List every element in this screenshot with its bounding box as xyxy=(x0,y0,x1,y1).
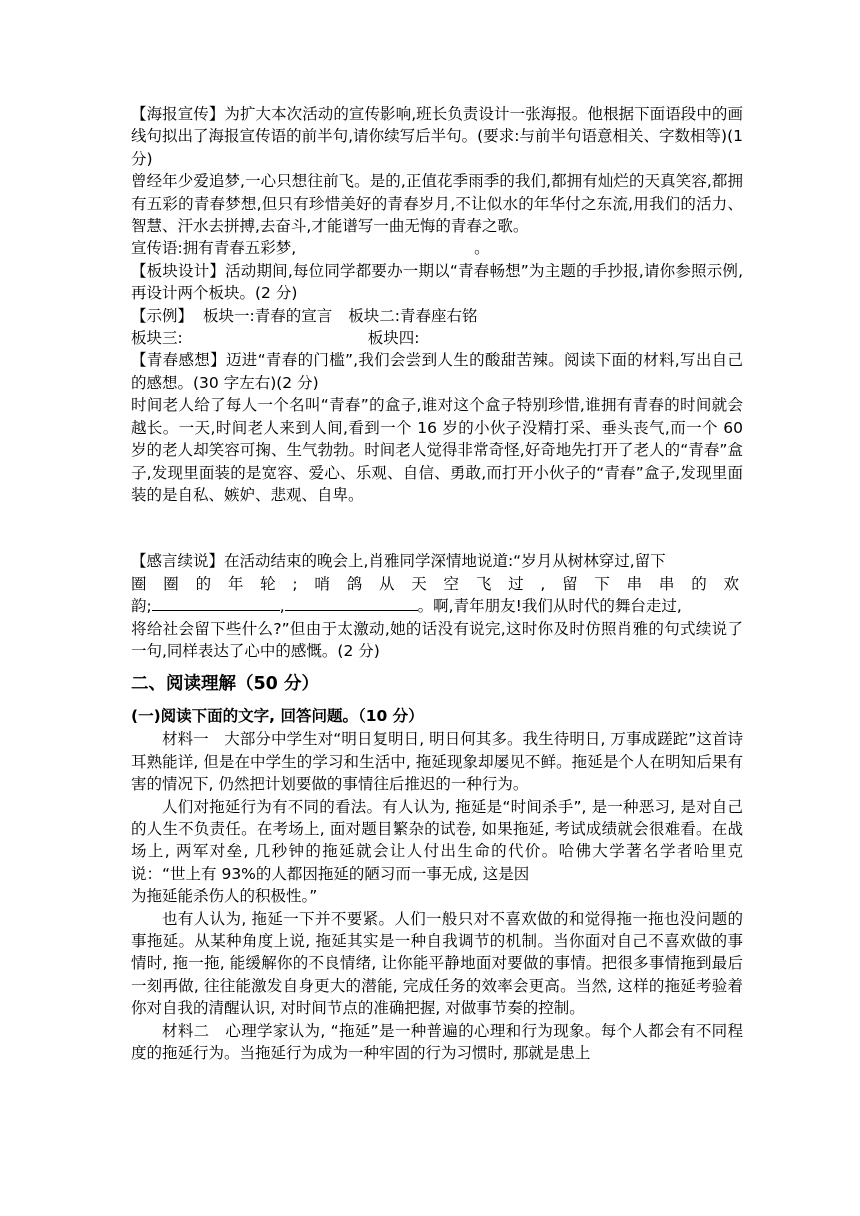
continue-text-3c: 。啊,青年朋友!我们从时代的舞台走过, xyxy=(417,597,682,616)
block-three: 板块三: xyxy=(131,329,183,348)
section-design-label: 【板块设计】 xyxy=(131,261,226,280)
block-two: 板块二:青春座右铭 xyxy=(348,306,478,325)
continue-label: 【感言续说】 xyxy=(131,552,225,571)
section-design-question xyxy=(131,260,743,305)
example-line xyxy=(131,305,743,327)
material-two-para-1: 材料二 心理学家认为, “拖延”是一种普遍的心理和行为现象。每个人都会有不同程度的拖延行为。当拖延行为成为一种牢固的行为习惯时, 那就是患上 xyxy=(131,1021,743,1063)
continue-text-1: 在活动结束的晚会上,肖雅同学深情地说道:“岁月从树林穿过,留下 xyxy=(224,552,666,571)
material-one-para-3: 也有人认为, 拖延一下并不要紧。人们一般只对不喜欢做的和觉得拖一拖也没问题的事拖延。从某种角度上说, 拖延其实是一种自我调节的机制。当你面对自己不喜欢做的事情时, 拖一拖, 能缓解你的不良情绪, 让你能平静地面对要做的事情。把很多事情拖到最后一刻再做, 往往能激发自身更大的潜能, 完成任务的效率会更高。当然, 这样的拖延考验着你对自我的清醒认识, 对时间节点的准确把握, 对做事节奏的控制。 xyxy=(131,909,743,1018)
continue-text-3a: 韵; xyxy=(131,597,152,616)
section-design-prompt: 活动期间,每位同学都要办一期以“青春畅想”为主题的手抄报,请你参照示例,再设计两个板块。(2 分) xyxy=(131,261,743,303)
feeling-passage: 时间老人给了每人一个名叫“青春”的盒子,谁对这个盒子特别珍惜,谁拥有青春的时间就会越长。一天,时间老人来到人间,看到一个 16 岁的小伙子没精打采、垂头丧气,而一个 60 岁的老人却笑容可掬、生气勃勃。时间老人觉得非常奇怪,好奇地先打开了老人的“青春”盒子,发现里面装的是宽容、爱心、乐观、自信、勇敢,而打开小伙子的“青春”盒子,发现里面装的是自私、嫉妒、悲观、自卑。 xyxy=(131,396,743,504)
feeling-answer-space[interactable] xyxy=(131,506,743,528)
sub-section-one-title: (一)阅读下面的文字, 回答问题。（10 分） xyxy=(131,707,424,726)
feeling-prompt: 迈进“青春的门槛”,我们会尝到人生的酸甜苦辣。阅读下面的材料,写出自己的感想。(30 字左右)(2 分) xyxy=(131,351,743,392)
continue-line-2: 圈圈的年轮;哨鸽从天空飞过,留下串串的欢 xyxy=(131,574,743,593)
continue-line-4: 将给社会留下些什么?”但由于太激动,她的话没有说完,这时你及时仿照肖雅的句式续说了一句,同样表达了心中的感慨。(2 分) xyxy=(131,619,743,660)
block-one: 板块一:青春的宣言 xyxy=(203,306,333,325)
answer-blocks-line xyxy=(131,327,743,349)
example-label: 【示例】 xyxy=(131,306,194,325)
block-four: 板块四: xyxy=(367,329,420,348)
continue-text-3b: , xyxy=(279,597,285,616)
slogan-end: 。 xyxy=(474,239,490,258)
slogan-line xyxy=(131,237,743,259)
material-one-para-2: 人们对拖延行为有不同的看法。有人认为, 拖延是“时间杀手”, 是一种恶习, 是对自己的人生不负责任。在考场上, 面对题目繁杂的试卷, 如果拖延, 考试成绩就会很难看。在战场上, 两军对垒, 几秒钟的拖延就会让人付出生命的代价。哈佛大学著名学者哈里克说：“世上有 93%的人都因拖延的陋习而一事无成, 这是因 xyxy=(131,797,743,883)
poster-prompt: 为扩大本次活动的宣传影响,班长负责设计一张海报。他根据下面语段中的画线句拟出了海报宣传语的前半句,请你续写后半句。(要求:与前半句语意相关、字数相等)(1 分) xyxy=(131,105,743,168)
continue-blank-2[interactable] xyxy=(285,595,418,611)
slogan-prefix: 宣传语:拥有青春五彩梦, xyxy=(131,239,297,258)
exam-page xyxy=(131,103,743,1064)
section-two-title: 二、阅读理解（50 分） xyxy=(131,674,319,695)
feeling-label: 【青春感想】 xyxy=(131,351,226,370)
poster-label: 【海报宣传】 xyxy=(131,105,225,123)
continue-blank-1[interactable] xyxy=(152,595,280,611)
feeling-question xyxy=(131,349,743,394)
material-one-para-2-end: 为拖延能杀伤人的积极性。” xyxy=(131,887,318,906)
poster-question xyxy=(131,103,743,170)
continue-line-1 xyxy=(131,550,743,572)
material-one-para-1: 材料一 大部分中学生对“明日复明日, 明日何其多。我生待明日, 万事成蹉跎”这首诗耳熟能详, 但是在中学生的学习和生活中, 拖延现象却屡见不鲜。拖延是个人在明知后果有害的情况下, 仍然把计划要做的事情往后推迟的一种行为。 xyxy=(131,730,743,794)
poster-passage: 曾经年少爱追梦,一心只想往前飞。是的,正值花季雨季的我们,都拥有灿烂的天真笑容,都拥有五彩的青春梦想,但只有珍惜美好的青春岁月,不让似水的年华付之东流,用我们的活力、智慧、汗水去拼搏,去奋斗,才能谱写一曲无悔的青春之歌。 xyxy=(131,172,743,236)
continue-line-3 xyxy=(131,595,743,617)
